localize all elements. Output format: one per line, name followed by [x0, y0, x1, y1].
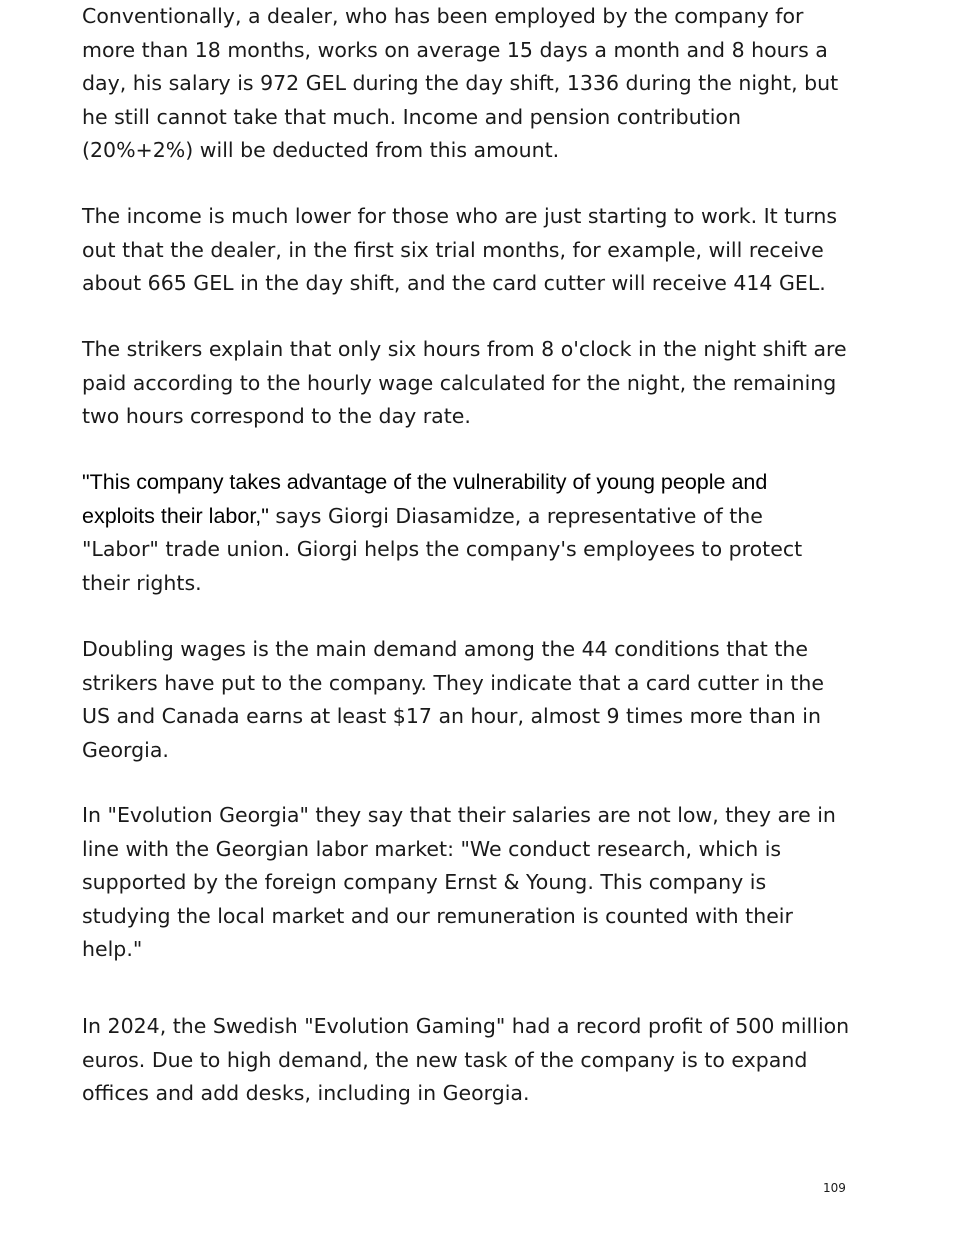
text-line: about 665 GEL in the day shift, and the card cutter will receive 414 GEL. — [82, 271, 826, 296]
paragraph-wage-demand — [82, 633, 824, 767]
text-line: he still cannot take that much. Income and pension contribution — [82, 104, 741, 129]
text-line: Georgia. — [82, 737, 169, 762]
text-line: out that the dealer, in the first six trial months, for example, will receive — [82, 237, 824, 262]
text-line: strikers have put to the company. They indicate that a card cutter in the — [82, 670, 825, 695]
paragraph-record-profit — [82, 1010, 849, 1111]
paragraph-night-shift — [82, 333, 847, 434]
paragraph-company-response — [82, 799, 836, 967]
text-line: studying the local market and our remuneration is counted with their — [82, 903, 793, 928]
text-line: In "Evolution Georgia" they say that their salaries are not low, they are in — [82, 803, 836, 827]
text-line: US and Canada earns at least $17 an hour, almost 9 times more than in — [82, 704, 821, 729]
attribution-text: says Giorgi Diasamidze, a representative of the — [268, 503, 763, 528]
text-line: "Labor" trade union. Giorgi helps the company's employees to protect — [82, 537, 803, 562]
text-line: offices and add desks, including in Georgia. — [82, 1081, 530, 1106]
text-line: line with the Georgian labor market: "We conduct research, which is — [82, 836, 782, 861]
paragraph-union-quote — [82, 466, 802, 600]
text-line: euros. Due to high demand, the new task of the company is to expand — [82, 1047, 808, 1072]
page-number: 109 — [823, 1181, 846, 1195]
quote-text: exploits their labor," — [82, 503, 269, 528]
text-line: Conventionally, a dealer, who has been employed by the company for — [82, 4, 804, 28]
text-line: Doubling wages is the main demand among the 44 conditions that the — [82, 637, 808, 661]
text-line: (20%+2%) will be deducted from this amount. — [82, 138, 560, 163]
text-line: paid according to the hourly wage calculated for the night, the remaining — [82, 370, 837, 395]
paragraph-starting-income — [82, 200, 837, 301]
text-line: day, his salary is 972 GEL during the day shift, 1336 during the night, but — [82, 71, 839, 96]
text-line: The income is much lower for those who are just starting to work. It turns — [82, 204, 838, 228]
text-line: help." — [82, 937, 143, 962]
text-line: supported by the foreign company Ernst & Young. This company is — [82, 870, 767, 895]
paragraph-dealer-salary — [82, 0, 838, 168]
text-line: two hours correspond to the day rate. — [82, 404, 471, 429]
text-line: The strikers explain that only six hours from 8 o'clock in the night shift are — [82, 337, 847, 361]
quote-line: "This company takes advantage of the vulnerability of young people and — [82, 470, 768, 494]
text-line — [82, 500, 802, 534]
text-line: their rights. — [82, 570, 202, 595]
text-line: more than 18 months, works on average 15 days a month and 8 hours a — [82, 37, 828, 62]
text-line: In 2024, the Swedish "Evolution Gaming" had a record profit of 500 million — [82, 1014, 850, 1038]
